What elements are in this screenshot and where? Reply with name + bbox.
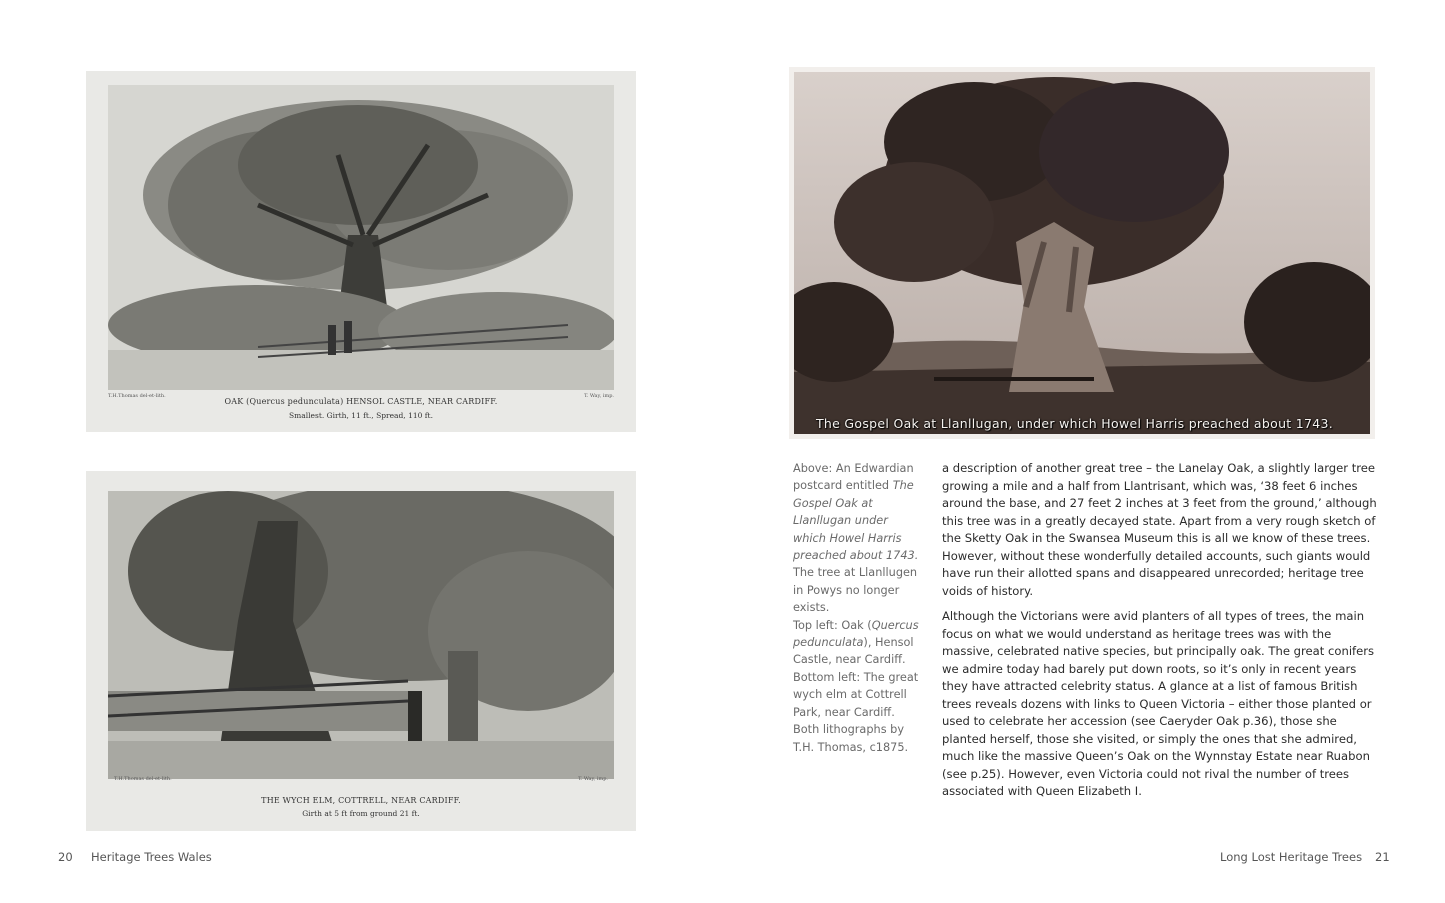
gospel-oak-photograph bbox=[794, 72, 1370, 434]
oak-printer-credit: T. Way, imp. bbox=[584, 393, 614, 399]
caption-species-name: Quercus pedunculata bbox=[793, 618, 919, 650]
left-page-number: 20 bbox=[58, 850, 73, 864]
body-text-column bbox=[942, 460, 1378, 809]
elm-lithograph-plate bbox=[86, 471, 636, 831]
left-running-title: Heritage Trees Wales bbox=[91, 850, 212, 864]
right-page-number: 21 bbox=[1375, 850, 1390, 864]
oak-plate-title: OAK (Quercus pedunculata) HENSOL CASTLE, NEAR CARDIFF. bbox=[224, 397, 498, 406]
elm-artist-credit: T.H.Thomas del-et-lith. bbox=[114, 776, 172, 782]
body-paragraph: Although the Victorians were avid planters of all types of trees, the main focus on what we would understand as heritage trees was with the massive, celebrated native species, but principally oak. The great conifers we admire today had barely put down roots, so it’s only in recent years they have attracted celebrity status. A glance at a list of famous British trees reveals dozens with links to Queen Victoria – either those planted or used to celebrate her accession (see Caeryder Oak p.36), those she planted herself, those she visited, or simply the ones that she admired, much like the massive Queen’s Oak on the Wynnstay Estate near Ruabon (see p.25). However, even Victoria could not rival the number of trees associated with Queen Elizabeth I. bbox=[942, 609, 1375, 798]
elm-plate-measurements: Girth at 5 ft from ground 21 ft. bbox=[302, 809, 420, 818]
elm-tree-illustration bbox=[108, 491, 614, 779]
elm-plate-title: THE WYCH ELM, COTTRELL, NEAR CARDIFF. bbox=[261, 796, 461, 805]
caption-postcard-title: The Gospel Oak at Llanllugan under which Howel Harris preached about 1743. bbox=[793, 479, 919, 563]
postcard-inscription: The Gospel Oak at Llanllugan, under which Howel Harris preached about 1743. bbox=[816, 416, 1334, 431]
caption-bottom-left: Bottom left: The great wych elm at Cottrell Park, near Cardiff. bbox=[793, 670, 919, 719]
oak-artist-credit: T.H.Thomas del-et-lith. bbox=[108, 393, 166, 399]
oak-lithograph-plate bbox=[86, 71, 636, 432]
gospel-oak-postcard bbox=[789, 67, 1375, 439]
caption-credit: Both lithographs by T.H. Thomas, c1875. bbox=[793, 723, 909, 754]
body-paragraph: a description of another great tree – the Lanelay Oak, a slightly larger tree growing a mile and a half from Llantrisant, which was, ‘38 feet 6 inches around the base, and 27 feet 2 inches at 3 feet from the ground,’ although this tree was in a greatly decayed state. Apart from a very rough sketch of the Sketty Oak in the Swansea Museum this is all we know of these trees. However, without these wonderfully detailed accounts, such giants would have run their allotted spans and disappeared unrecorded; heritage tree voids of history. bbox=[942, 461, 1377, 598]
elm-printer-credit: T. Way, imp. bbox=[578, 776, 608, 782]
caption-top-left: Top left: Oak (Quercus pedunculata), Hensol Castle, near Cardiff. bbox=[793, 618, 919, 667]
oak-plate-measurements: Smallest. Girth, 11 ft., Spread, 110 ft. bbox=[289, 411, 433, 420]
oak-tree-illustration bbox=[108, 85, 614, 390]
right-running-title: Long Lost Heritage Trees bbox=[1220, 850, 1363, 864]
caption-above: Above: An Edwardian postcard entitled The Gospel Oak at Llanllugan under which Howel Harris preached about 1743. The tree at Llanllugen in Powys no longer exists. bbox=[793, 462, 919, 615]
picture-captions bbox=[793, 460, 923, 756]
